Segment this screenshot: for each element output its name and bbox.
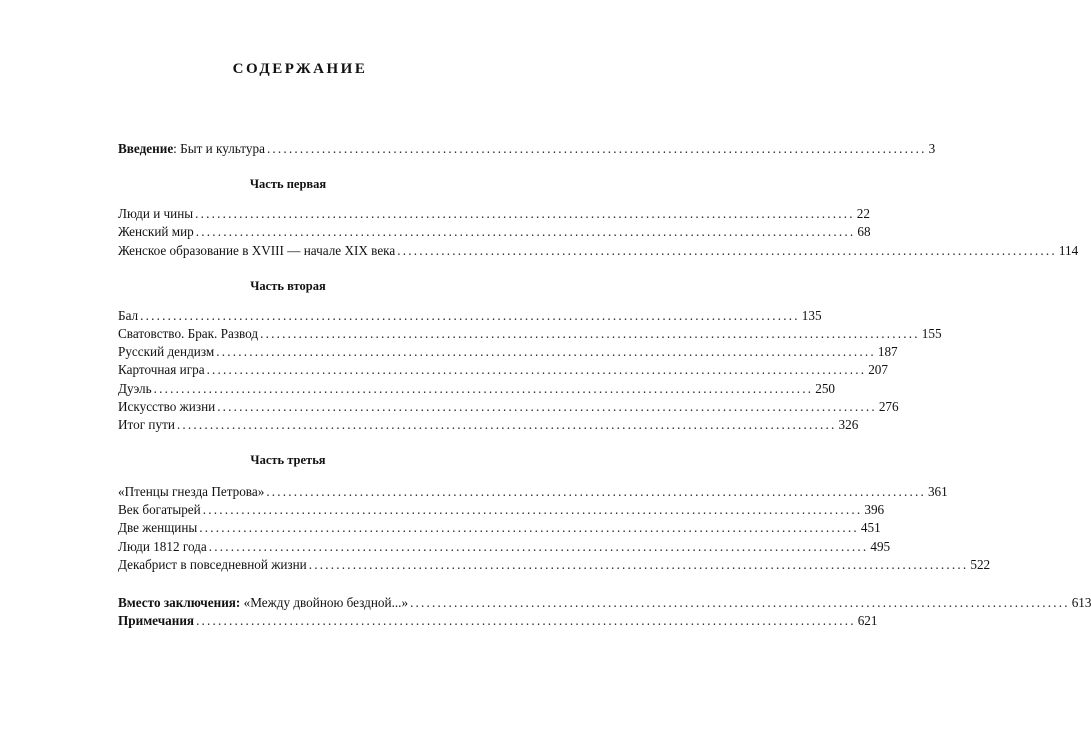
toc-entry-label-bold: Введение	[118, 141, 174, 156]
toc-entry-page-number: 250	[815, 380, 836, 396]
toc-entry[interactable]	[118, 398, 899, 416]
dot-leader: ........................................................................................................................	[308, 556, 969, 572]
toc-entry-page-number: 187	[877, 344, 898, 360]
toc-entry[interactable]	[118, 380, 836, 398]
dot-leader: ........................................................................................................................	[217, 398, 877, 414]
toc-entry[interactable]	[118, 343, 898, 361]
toc-entry-page-number: 326	[838, 416, 859, 432]
toc-entry-label-bold: Примечания	[118, 613, 195, 629]
dot-leader: ........................................................................................................................	[266, 484, 926, 500]
toc-entry-label: Бал	[118, 307, 139, 323]
toc-entry-page-number: 621	[857, 613, 878, 629]
toc-entry-label: «Птенцы гнезда Петрова»	[118, 484, 265, 500]
dot-leader: ........................................................................................................................	[266, 141, 927, 156]
dot-leader: ........................................................................................................................	[206, 362, 867, 378]
toc-entry[interactable]	[118, 556, 991, 574]
dot-leader: ........................................................................................................................	[216, 344, 876, 360]
toc-entry[interactable]	[118, 223, 871, 241]
toc-entry-introduction[interactable]	[118, 140, 936, 158]
toc-entry[interactable]	[118, 205, 870, 223]
toc-entry-page-number: 68	[857, 224, 871, 240]
dot-leader: ........................................................................................................................	[260, 325, 920, 341]
toc-entry-notes[interactable]	[118, 612, 878, 630]
dot-leader: ........................................................................................................................	[176, 416, 837, 432]
toc-entry-page-number: 207	[868, 362, 888, 378]
part-heading-1: Часть первая	[249, 177, 327, 192]
toc-entry[interactable]	[118, 501, 885, 519]
toc-entry-label-rest: : Быт и культура	[173, 141, 265, 156]
toc-entry-page-number: 114	[1058, 242, 1079, 258]
toc-entry-label: Век богатырей	[118, 502, 201, 518]
toc-entry-page-number: 396	[864, 502, 885, 518]
toc-entry[interactable]	[118, 538, 891, 556]
dot-leader: ........................................................................................................................	[196, 613, 856, 629]
toc-entry-label: Итог пути	[118, 416, 175, 432]
toc-entry-page-number: 613	[1071, 595, 1091, 610]
toc-entry[interactable]	[118, 325, 942, 343]
toc-entry-label: Русский дендизм	[118, 344, 215, 360]
toc-entry-label	[118, 140, 265, 158]
toc-entry-label-rest: «Между двойною бездной...»	[240, 595, 409, 610]
dot-leader: ........................................................................................................................	[153, 380, 814, 396]
dot-leader: ........................................................................................................................	[140, 307, 800, 323]
toc-entry-label: Женское образование в XVIII — начале XIX века	[118, 242, 396, 258]
dot-leader: ........................................................................................................................	[397, 242, 1057, 258]
toc-entry-page-number: 495	[870, 538, 891, 554]
toc-entry-page-number: 276	[878, 398, 899, 414]
toc-entry-page-number: 135	[801, 307, 822, 323]
toc-entry-label: Карточная игра	[118, 362, 205, 378]
dot-leader: ........................................................................................................................	[195, 224, 856, 240]
toc-entry[interactable]	[118, 483, 948, 501]
toc-entry-page-number: 3	[928, 141, 936, 156]
toc-entry-page-number: 22	[856, 206, 870, 222]
dot-leader: ........................................................................................................................	[199, 520, 859, 536]
dot-leader: ........................................................................................................................	[208, 538, 869, 554]
part-heading-3: Часть третья	[250, 453, 326, 468]
toc-entry-label: Женский мир	[118, 224, 194, 240]
toc-entry-label: Искусство жизни	[118, 398, 216, 414]
part-heading-2: Часть вторая	[250, 278, 326, 293]
dot-leader: ........................................................................................................................	[195, 206, 855, 222]
page-title: СОДЕРЖАНИЕ	[232, 61, 368, 77]
toc-entry-label: Люди 1812 года	[118, 538, 207, 554]
dot-leader: ........................................................................................................................	[410, 595, 1070, 610]
toc-entry-page-number: 451	[860, 520, 881, 536]
toc-entry-label: Две женщины	[118, 520, 198, 536]
toc-entry-label: Дуэль	[118, 380, 152, 396]
toc-entry-label-bold: Вместо заключения:	[118, 595, 241, 610]
dot-leader: ........................................................................................................................	[202, 502, 863, 518]
toc-entry-page-number: 155	[921, 325, 942, 341]
toc-entry[interactable]	[118, 242, 1079, 260]
toc-entry-label	[118, 612, 194, 630]
table-of-contents	[118, 140, 1091, 630]
toc-entry-conclusion[interactable]	[118, 594, 1091, 612]
toc-entry[interactable]	[118, 416, 859, 434]
toc-entry-label: Декабрист в повседневной жизни	[118, 556, 307, 572]
toc-entry-page-number: 522	[970, 556, 991, 572]
toc-entry[interactable]	[118, 519, 881, 537]
toc-entry-label: Сватовство. Брак. Развод	[118, 325, 259, 341]
toc-entry[interactable]	[118, 307, 822, 325]
toc-entry[interactable]	[118, 361, 888, 379]
toc-entry-label: Люди и чины	[118, 206, 194, 222]
toc-entry-label	[118, 594, 408, 612]
toc-entry-page-number: 361	[927, 484, 948, 500]
